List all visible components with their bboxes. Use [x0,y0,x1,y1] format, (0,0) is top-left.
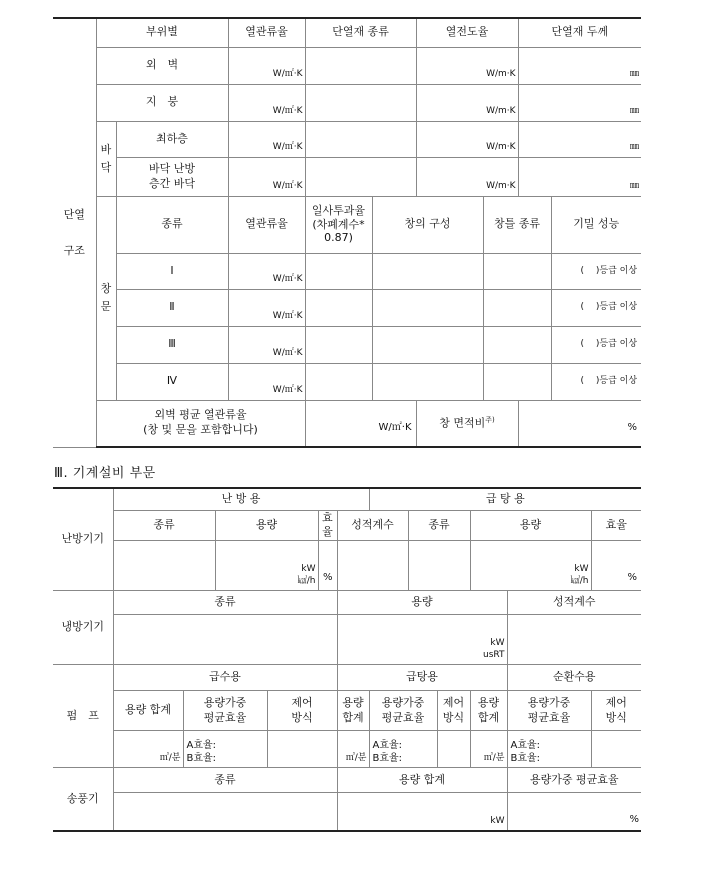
thickness-input[interactable]: ㎜ [518,121,641,157]
cooling-capacity-header: 용량 [337,591,507,615]
pump-supply-cap-input[interactable]: ㎥/분 [113,731,183,768]
grade-input[interactable]: ( )등급 이상 [551,289,641,326]
pump-hw-control-input[interactable] [437,731,470,768]
row-label-floor-heated: 바닥 난방 층간 바닥 [116,157,228,196]
heating-capacity-header: 용량 [215,510,318,541]
pump-hw-cap-header: 용량 합계 [337,691,369,731]
material-input[interactable] [305,121,416,157]
pump-circ-cap-input[interactable]: ㎥/분 [470,731,507,768]
table-row [53,253,641,289]
section-label-insulation: 단열 구조 [53,18,96,447]
table-row [53,157,641,196]
grade-input[interactable]: ( )등급 이상 [551,363,641,400]
row-label-floor: 바 닥 [96,121,116,196]
shgc-input[interactable] [305,289,372,326]
hw-type-header: 종류 [408,510,470,541]
grade-input[interactable]: ( )등급 이상 [551,326,641,363]
window-header-shgc: 일사투과율 (차폐계수* 0.87) [305,196,372,253]
hw-type-input[interactable] [408,541,470,591]
fan-cap-input[interactable]: kW [337,793,507,831]
composition-input[interactable] [372,363,483,400]
window-type-label: Ⅲ [116,326,228,363]
thickness-input[interactable]: ㎜ [518,84,641,121]
pump-supply-weighted-header: 용량가중 평균효율 [183,691,267,731]
pump-circ-eff-input[interactable]: A효율: B효율: [507,731,591,768]
composition-input[interactable] [372,253,483,289]
frame-input[interactable] [483,253,551,289]
pump-supply-eff-input[interactable]: A효율: B효율: [183,731,267,768]
composition-input[interactable] [372,289,483,326]
u-input[interactable]: W/㎡·K [228,121,305,157]
table-row [53,363,641,400]
k-input[interactable]: W/m·K [416,121,518,157]
k-input[interactable]: W/m·K [416,84,518,121]
mechanical-table [53,487,641,832]
table-row [53,731,641,768]
fan-type-input[interactable] [113,793,337,831]
window-header-type: 종류 [116,196,228,253]
hw-capacity-input[interactable]: kW ㎉/h [470,541,591,591]
window-type-label: Ⅳ [116,363,228,400]
pump-circ-weighted-header: 용량가중 평균효율 [507,691,591,731]
hw-efficiency-header: 효율 [591,510,641,541]
header-u-value: 열관류율 [228,18,305,47]
heating-use-header: 난 방 용 [113,488,369,510]
table-row [53,615,641,665]
u-input[interactable]: W/㎡·K [228,289,305,326]
fan-type-header: 종류 [113,768,337,793]
cooling-capacity-input[interactable]: kW usRT [337,615,507,665]
pump-circ-control-input[interactable] [591,731,641,768]
heating-label: 난방기기 [53,488,113,591]
section-title-mechanical: Ⅲ. 기계설비 부문 [54,466,156,481]
heating-capacity-input[interactable]: kW ㎉/h [215,541,318,591]
cooling-label: 냉방기기 [53,591,113,665]
frame-input[interactable] [483,326,551,363]
average-u-input[interactable]: W/㎡·K [305,400,416,447]
heating-cop-header: 성적계수 [337,510,408,541]
frame-input[interactable] [483,289,551,326]
k-input[interactable]: W/m·K [416,47,518,84]
row-label-window: 창 문 [96,196,116,400]
pump-hot-water-header: 급탕용 [337,665,507,691]
composition-input[interactable] [372,326,483,363]
hot-water-use-header: 급 탕 용 [369,488,641,510]
row-label-outer-wall: 외 벽 [96,47,228,84]
cooling-type-header: 종류 [113,591,337,615]
hw-capacity-header: 용량 [470,510,591,541]
material-input[interactable] [305,157,416,196]
pump-circ-control-header: 제어 방식 [591,691,641,731]
row-label-roof: 지 붕 [96,84,228,121]
window-ratio-label: 창 면적비$^{주)}$ [416,400,518,447]
shgc-input[interactable] [305,326,372,363]
heating-type-input[interactable] [113,541,215,591]
cooling-type-input[interactable] [113,615,337,665]
cooling-cop-input[interactable] [507,615,641,665]
shgc-input[interactable] [305,363,372,400]
row-label-floor-lowest: 최하층 [116,121,228,157]
window-type-label: Ⅰ [116,253,228,289]
header-thickness: 단열재 두께 [518,18,641,47]
pump-label: 펌 프 [53,665,113,768]
heating-efficiency-header: 효율 [318,510,337,541]
pump-supply-control-header: 제어 방식 [267,691,337,731]
material-input[interactable] [305,47,416,84]
hw-efficiency-input[interactable]: % [591,541,641,591]
header-part: 부위별 [96,18,228,47]
header-material: 단열재 종류 [305,18,416,47]
pump-hw-weighted-header: 용량가중 평균효율 [369,691,437,731]
window-header-composition: 창의 구성 [372,196,483,253]
window-header-frame: 창틀 종류 [483,196,551,253]
pump-supply-cap-total-header: 용량 합계 [113,691,183,731]
table-row [53,121,641,157]
pump-hw-control-header: 제어 방식 [437,691,470,731]
frame-input[interactable] [483,363,551,400]
fan-cap-header: 용량 합계 [337,768,507,793]
cooling-cop-header: 성적계수 [507,591,641,615]
k-input[interactable]: W/m·K [416,157,518,196]
u-input[interactable]: W/㎡·K [228,47,305,84]
u-input[interactable]: W/㎡·K [228,157,305,196]
pump-supply-control-input[interactable] [267,731,337,768]
window-header-airtight: 기밀 성능 [551,196,641,253]
grade-input[interactable]: ( )등급 이상 [551,253,641,289]
heating-type-header: 종류 [113,510,215,541]
table-row [53,400,641,447]
shgc-input[interactable] [305,253,372,289]
fan-label: 송풍기 [53,768,113,831]
table-row [53,289,641,326]
window-header-u-value: 열관류율 [228,196,305,253]
fan-weighted-input[interactable]: % [507,793,641,831]
material-input[interactable] [305,84,416,121]
heating-cop-input[interactable] [337,541,408,591]
u-input[interactable]: W/㎡·K [228,253,305,289]
pump-supply-header: 급수용 [113,665,337,691]
heating-efficiency-input[interactable]: % [318,541,337,591]
table-row [53,84,641,121]
table-row [53,47,641,84]
window-type-label: Ⅱ [116,289,228,326]
u-input[interactable]: W/㎡·K [228,84,305,121]
pump-hw-eff-input[interactable]: A효율: B효율: [369,731,437,768]
table-row [53,793,641,831]
thickness-input[interactable]: ㎜ [518,157,641,196]
pump-hw-cap-input[interactable]: ㎥/분 [337,731,369,768]
header-conductivity: 열전도율 [416,18,518,47]
pump-circ-cap-header: 용량 합계 [470,691,507,731]
pump-circulation-header: 순환수용 [507,665,641,691]
insulation-table [53,17,641,448]
thickness-input[interactable]: ㎜ [518,47,641,84]
u-input[interactable]: W/㎡·K [228,326,305,363]
table-row [53,541,641,591]
fan-weighted-header: 용량가중 평균효율 [507,768,641,793]
window-ratio-input[interactable]: % [518,400,641,447]
u-input[interactable]: W/㎡·K [228,363,305,400]
table-row [53,326,641,363]
average-u-label: 외벽 평균 열관류율 (창 및 문을 포함합니다) [96,400,305,447]
